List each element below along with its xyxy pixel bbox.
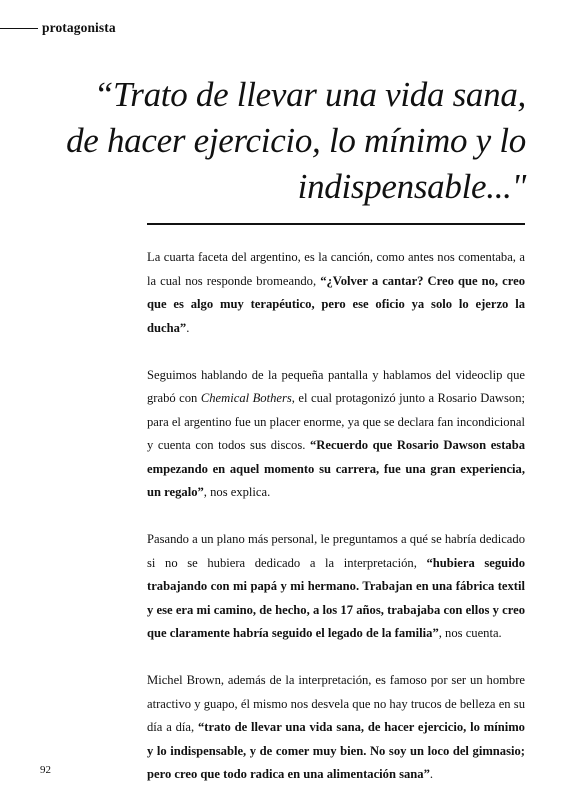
pull-quote-line: indispensable...": [297, 167, 526, 206]
paragraph: [147, 669, 525, 787]
quote-text: “¿Volver a cantar? Creo que no, creo que es algo muy terapéutico, pero ese oficio ya solo lo ejerzo la ducha”: [147, 273, 525, 335]
paragraph: [147, 528, 525, 646]
page-number: 92: [40, 764, 51, 776]
pull-quote: [60, 72, 526, 210]
quote-text: “Recuerdo que Rosario Dawson estaba empezando en aquel momento su carrera, fue una gran experiencia, un regalo”: [147, 438, 525, 499]
pull-quote-line: de hacer ejercicio, lo mínimo y lo: [66, 121, 526, 160]
quote-text: “hubiera seguido trabajando con mi papá y mi hermano. Trabajan en una fábrica textil y ese era mi camino, de hecho, a los 17 años, trabajaba con ellos y creo que claramente habría seguido el legado de la familia”: [147, 555, 525, 640]
paragraph: [147, 246, 525, 340]
header-rule: [0, 28, 38, 29]
body-text: , nos cuenta.: [438, 626, 502, 640]
section-header: [0, 20, 116, 36]
title-text: Chemical Bothers: [200, 391, 292, 405]
body-text: .: [429, 767, 434, 781]
body-text: Michel Brown, además de la interpretación, es famoso por ser un hombre atractivo y guapo, él mismo nos desvela que no hay trucos de belleza en su día a día,: [147, 673, 525, 734]
body-text: La cuarta faceta del argentino, es la canción, como antes nos comentaba, a la cual nos responde bromeando,: [147, 250, 525, 288]
quote-text: “trato de llevar una vida sana, de hacer ejercicio, lo mínimo y lo indispensable, y de comer muy bien. No soy un loco del gimnasio; pero creo que todo radica en una alimentación sana”: [147, 720, 525, 781]
body-text: , el cual protagonizó junto a Rosario Dawson; para el argentino fue un placer enorme, ya que se declara fan incondicional y cuenta con todos sus discos.: [147, 391, 525, 452]
paragraph: [147, 364, 525, 505]
body-text: Seguimos hablando de la pequeña pantalla y hablamos del videoclip que grabó con: [147, 367, 525, 405]
article-body: [147, 246, 525, 810]
pull-quote-line: “Trato de llevar una vida sana,: [93, 75, 526, 114]
body-text: Pasando a un plano más personal, le preguntamos a qué se habría dedicado si no se hubiera dedicado a la interpretación,: [147, 532, 525, 570]
section-label: protagonista: [42, 20, 116, 35]
quote-divider: [147, 223, 525, 225]
body-text: .: [186, 320, 190, 335]
body-text: , nos explica.: [203, 485, 271, 499]
